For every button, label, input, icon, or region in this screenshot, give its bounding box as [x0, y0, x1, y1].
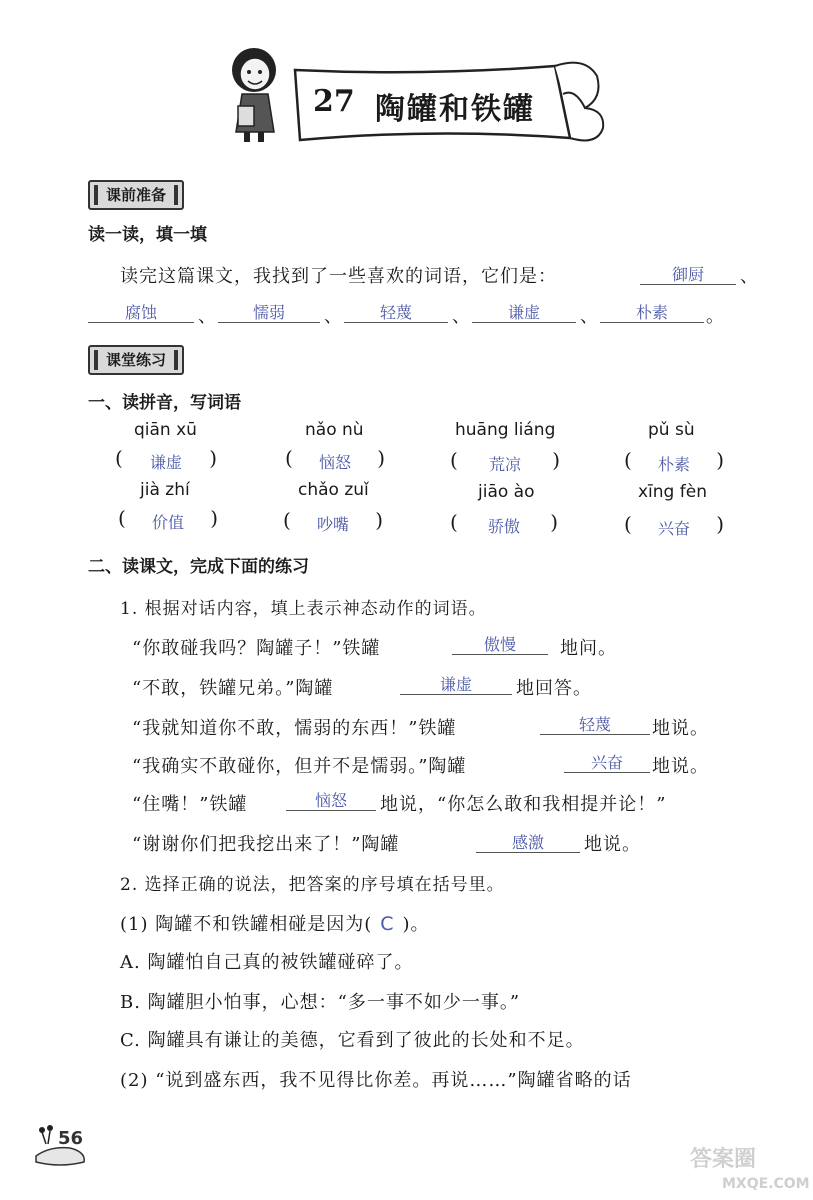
answer-line: 兴奋: [564, 750, 650, 773]
q2-sub2: (2) “说到盛东西，我不见得比你差。再说……”陶罐省略的话: [120, 1070, 632, 1091]
girl-mascot-icon: [224, 44, 286, 144]
q1-heading: 一、读拼音，写词语: [88, 393, 241, 413]
pinyin-answer-box: ( 价值 ): [118, 506, 218, 532]
q2-heading: 二、读课文，完成下面的练习: [88, 557, 309, 577]
pinyin-answer-box: ( 吵嘴 ): [283, 508, 383, 534]
page-number: 56: [58, 1128, 84, 1149]
watermark-url: MXQE.COM: [722, 1176, 810, 1192]
answer-line: 谦虚: [400, 672, 512, 695]
answer-line: 腐蚀: [88, 300, 194, 323]
pinyin-answer-box: ( 谦虚 ): [115, 446, 217, 472]
answer-line: 傲慢: [452, 632, 548, 655]
option-b: B. 陶罐胆小怕事，心想：“多一事不如少一事。”: [120, 992, 521, 1013]
lesson-number: 27: [313, 84, 355, 119]
answer-line: 御厨: [640, 262, 736, 285]
pinyin-answer-box: ( 朴素 ): [624, 448, 724, 474]
answer-line: 轻蔑: [344, 300, 448, 323]
answer-line: 朴素: [600, 300, 704, 323]
pinyin-answer-box: ( 恼怒 ): [285, 446, 385, 472]
answer-line: 恼怒: [286, 788, 376, 811]
pinyin-answer-box: ( 荒凉 ): [450, 448, 560, 474]
watermark: 答案圈: [690, 1147, 757, 1172]
q2-part1-instruction: 1. 根据对话内容，填上表示神态动作的词语。: [120, 599, 487, 619]
option-a: A. 陶罐怕自己真的被铁罐碰碎了。: [120, 952, 414, 973]
q2-part2-instruction: 2. 选择正确的说法，把答案的序号填在括号里。: [120, 875, 505, 895]
answer-line: 懦弱: [218, 300, 320, 323]
section1-intro: 读完这篇课文，我找到了一些喜欢的词语，它们是：: [120, 266, 557, 287]
pinyin-answer-box: ( 骄傲 ): [450, 510, 558, 536]
lesson-title: 陶罐和铁罐: [375, 92, 535, 127]
answer-line: 轻蔑: [540, 712, 650, 735]
pinyin-answer-box: ( 兴奋 ): [624, 512, 724, 538]
section-tag-class: 课堂练习: [88, 345, 184, 375]
option-c: C. 陶罐具有谦让的美德，它看到了彼此的长处和不足。: [120, 1030, 585, 1051]
answer-line: 感激: [476, 830, 580, 853]
section1-heading: 读一读，填一填: [88, 225, 207, 245]
section-tag-prep: 课前准备: [88, 180, 184, 210]
q2-sub1: (1) 陶罐不和铁罐相碰是因为( C )。: [120, 913, 430, 935]
answer-line: 谦虚: [472, 300, 576, 323]
